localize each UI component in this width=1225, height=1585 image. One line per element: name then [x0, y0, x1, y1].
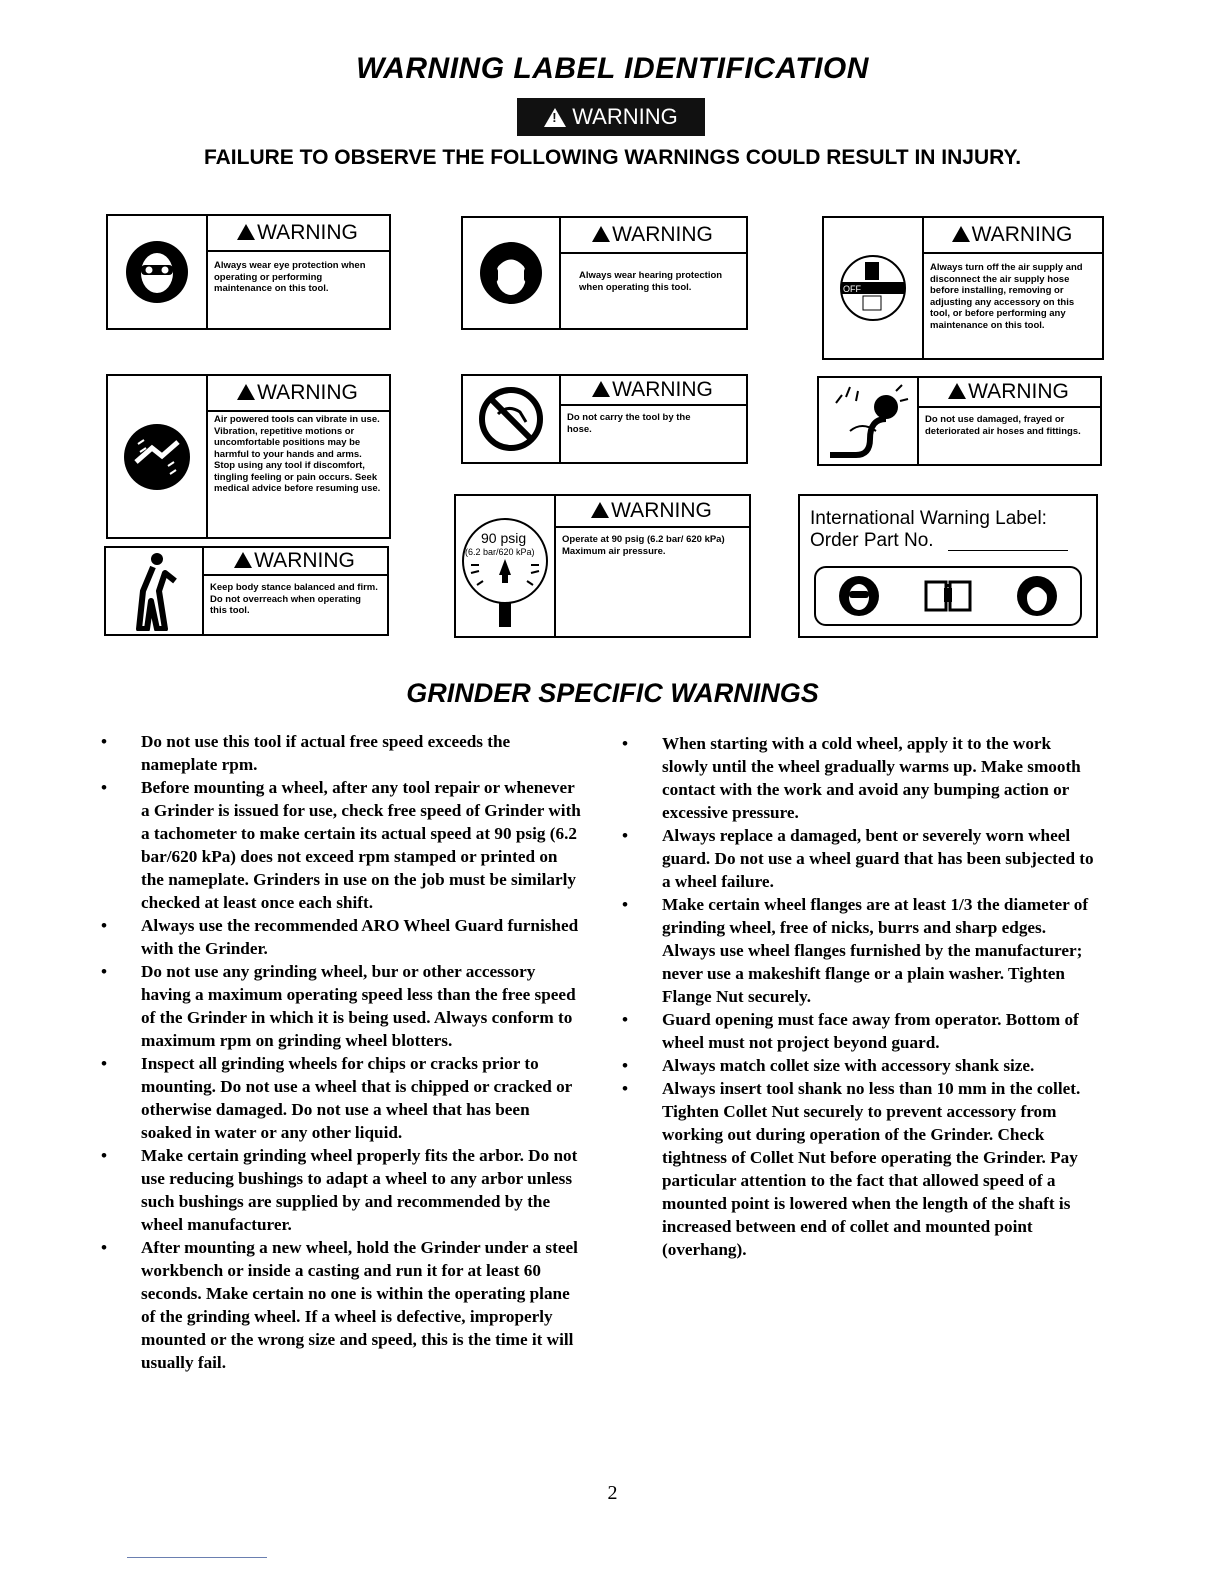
list-item: • Guard opening must face away from operator. Bottom of wheel must not project beyond guard. — [622, 1008, 1097, 1054]
page-number: 2 — [607, 1482, 618, 1504]
list-item: • After mounting a new wheel, hold the Grinder under a steel workbench or inside a casting and run it for at least 60 seconds. Make certain no one is within the operating plane of the grinding wheel. If a wheel is defective, improperly mounted or the wrong size and speed, this is the time it will usually fail. — [101, 1236, 581, 1374]
label-stance — [104, 546, 389, 636]
label-header: WARNING — [554, 496, 749, 528]
eye-protection-icon — [837, 574, 881, 618]
list-item: • Do not use any grinding wheel, bur or other accessory having a maximum operating speed less than the free speed of the Grinder in which it is being used. Always conform to maximum rpm on grinding wheel blotters. — [101, 960, 581, 1052]
label-text: Do not use damaged, frayed or deteriorated air hoses and fittings. — [925, 414, 1081, 437]
intl-order-part-label: Order Part No. — [810, 530, 934, 551]
hearing-protection-icon — [1015, 574, 1059, 618]
warning-triangle-icon: ! — [544, 108, 566, 127]
right-warning-list — [622, 732, 1097, 1261]
warning-triangle-icon — [237, 384, 255, 400]
label-eye-protection — [106, 214, 391, 330]
page-title: WARNING LABEL IDENTIFICATION — [356, 52, 869, 85]
label-hose — [461, 374, 748, 464]
label-header: WARNING — [559, 376, 746, 406]
label-text: Air powered tools can vibrate in use. Vibration, repetitive motions or uncomfortable positions may be harmful to your hands and arms. Stop using any tool if discomfort, tingling feeling or pain occurs. Seek medical advice before resuming use. — [214, 414, 381, 494]
list-item: • Always use the recommended ARO Wheel Guard furnished with the Grinder. — [101, 914, 581, 960]
list-item: • Make certain grinding wheel properly fits the arbor. Do not use reducing bushings to adapt a wheel to any arbor unless such bushings are supplied by and recommended by the wheel manufacturer. — [101, 1144, 581, 1236]
hearing-protection-icon — [463, 218, 561, 328]
label-text: Always turn off the air supply and disconnect the air supply hose before installing, removing or adjusting any accessory on this tool, or before performing any maintenance on this tool. — [930, 262, 1083, 331]
label-header: WARNING — [559, 218, 746, 254]
svg-text:OFF: OFF — [843, 284, 861, 294]
warning-triangle-icon — [234, 552, 252, 568]
warning-triangle-icon — [237, 224, 255, 240]
label-header: WARNING — [202, 548, 387, 576]
warning-triangle-icon — [948, 383, 966, 399]
list-item: • Do not use this tool if actual free speed exceeds the nameplate rpm. — [101, 730, 581, 776]
label-vibration — [106, 374, 391, 539]
warning-triangle-icon — [591, 502, 609, 518]
list-item: • Inspect all grinding wheels for chips or cracks prior to mounting. Do not use a wheel that is chipped or cracked or otherwise damaged. Do not use a wheel that has been soaked in water or any other liquid. — [101, 1052, 581, 1144]
left-warning-list — [101, 730, 581, 1374]
balanced-stance-icon — [106, 548, 204, 634]
warning-triangle-icon — [592, 226, 610, 242]
label-text: Operate at 90 psig (6.2 bar/ 620 kPa) Maximum air pressure. — [562, 534, 725, 557]
part-number-blank — [948, 550, 1068, 551]
label-text: Always wear hearing protection when operating this tool. — [579, 270, 723, 293]
label-header: WARNING — [206, 216, 389, 252]
gauge-psig-text: 90 psig — [481, 530, 527, 546]
international-label — [798, 494, 1098, 638]
warning-triangle-icon — [592, 381, 610, 397]
air-off-icon — [824, 218, 924, 358]
eye-protection-icon — [108, 216, 208, 328]
list-item: • Make certain wheel flanges are at least 1/3 the diameter of grinding wheel, free of nicks, burrs and sharp edges. Always use wheel flanges furnished by the manufacturer; never use a makeshift flange or a plain washer. Tighten Flange Nut securely. — [622, 893, 1097, 1008]
intl-icon-strip — [814, 566, 1082, 626]
gauge-units-text: (6.2 bar/620 kPa) — [465, 547, 535, 557]
label-header: WARNING — [922, 218, 1102, 254]
label-text: Keep body stance balanced and firm. Do not overreach when operating this tool. — [210, 582, 378, 616]
intl-label-title: International Warning Label: — [810, 508, 1047, 529]
label-pressure — [454, 494, 751, 638]
footer-rule — [127, 1557, 267, 1558]
label-text: Always wear eye protection when operating or performing maintenance on this tool. — [214, 260, 366, 294]
pressure-gauge-icon — [456, 496, 556, 636]
list-item: • When starting with a cold wheel, apply it to the work slowly until the wheel gradually warms up. Make smooth contact with the work and avoid any bumping action or excessive pressure. — [622, 732, 1097, 824]
list-item: • Before mounting a wheel, after any tool repair or whenever a Grinder is issued for use, check free speed of Grinder with a tachometer to make certain its actual speed at 90 psig (6.2 bar/620 kPa) does not exceed rpm stamped or printed on the nameplate. Grinders in use on the job must be similarly checked at least once each shift. — [101, 776, 581, 914]
no-carry-by-hose-icon — [463, 376, 561, 462]
failure-notice: FAILURE TO OBSERVE THE FOLLOWING WARNINGS COULD RESULT IN INJURY. — [203, 146, 1022, 169]
list-item: • Always replace a damaged, bent or severely worn wheel guard. Do not use a wheel guard that has been subjected to a wheel failure. — [622, 824, 1097, 893]
warning-banner-text: WARNING — [572, 104, 678, 129]
section-title: GRINDER SPECIFIC WARNINGS — [406, 678, 819, 708]
label-text: Do not carry the tool by the hose. — [567, 412, 691, 435]
vibration-icon — [108, 376, 208, 537]
label-header: WARNING — [206, 376, 389, 412]
warning-banner — [517, 98, 705, 136]
list-item: • Always insert tool shank no less than 10 mm in the collet. Tighten Collet Nut securely to prevent accessory from working out during operation of the Grinder. Check tightness of Collet Nut before operating the Grinder. Pay particular attention to the fact that allowed speed of a mounted point is lowered when the length of the shaft is increased between end of collet and mounted point (overhang). — [622, 1077, 1097, 1261]
list-item: • Always match collet size with accessory shank size. — [622, 1054, 1097, 1077]
label-air-supply — [822, 216, 1104, 360]
manual-book-icon — [924, 578, 972, 614]
label-damaged-hoses — [817, 376, 1102, 466]
label-hearing-protection — [461, 216, 748, 330]
damaged-hose-icon — [819, 378, 919, 464]
warning-triangle-icon — [952, 226, 970, 242]
label-header: WARNING — [917, 378, 1100, 408]
